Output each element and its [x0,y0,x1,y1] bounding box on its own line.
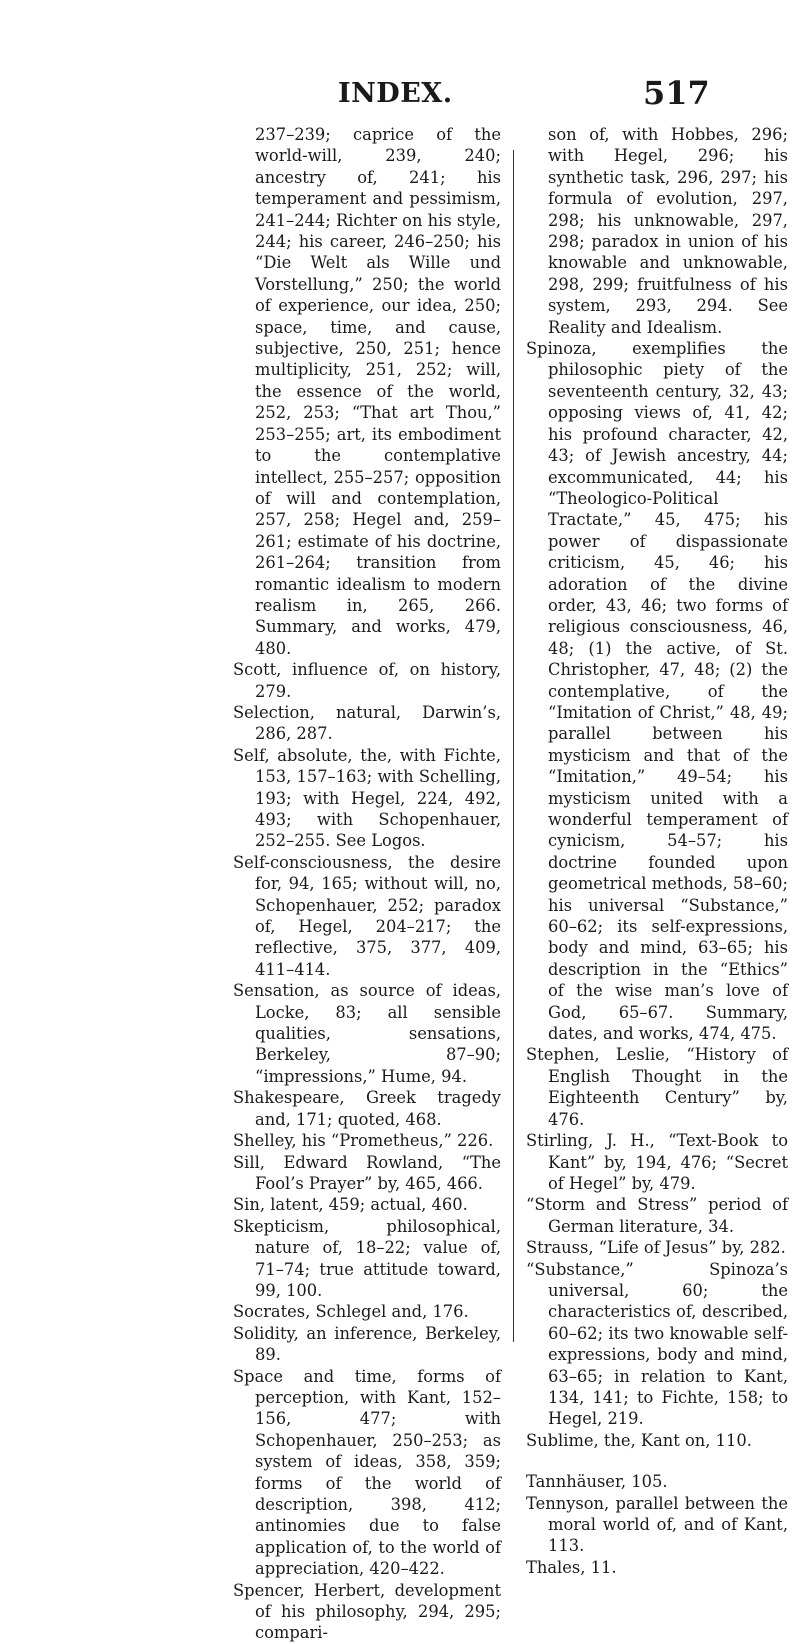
index-entry: Scott, influence of, on history, 279. [233,660,501,701]
page-number: 517 [643,74,710,112]
index-entry: Solidity, an inference, Berkeley, 89. [233,1323,501,1365]
index-entry: Sublime, the, Kant on, 110. [526,1430,752,1450]
index-entry: Skepticism, philosophical, nature of, 18–22; value of, 71–74; true attitude toward, 99, 100. [233,1216,501,1300]
index-entry: Tennyson, parallel between the moral world of, and of Kant, 113. [526,1493,788,1556]
index-entry: Spencer, Herbert, development of his philosophy, 294, 295; compari- [233,1580,501,1643]
index-entry-continuation: 237–239; caprice of the world-will, 239, 240; ancestry of, 241; his temperament and pessimism, 241–244; Richter on his style, 244; his career, 246–250; his “Die Welt als Wille und Vorstellung,” 250; the world of experience, our idea, 250; space, time, and cause, subjective, 250, 251; hence multiplicity, 251, 252; will, the essence of the world, 252, 253; “That art Thou,” 253–255; art, its embodiment to the contemplative intellect, 255–257; opposition of will and contemplation, 257, 258; Hegel and, 259–261; estimate of his doctrine, 261–264; transition from romantic idealism to modern realism in, 265, 266. Summary, and works, 479, 480. [255,125,501,658]
index-entry: “Substance,” Spinoza’s universal, 60; the characteristics of, described, 60–62; its two knowable self-expressions, body and mind, 63–65; in relation to Kant, 134, 141; to Fichte, 158; to Hegel, 219. [526,1259,788,1429]
index-entry: “Storm and Stress” period of German literature, 34. [526,1195,788,1236]
index-entry: Space and time, forms of perception, with Kant, 152–156, 477; with Schopenhauer, 250–253; as system of ideas, 358, 359; forms of the world of description, 398, 412; antinomies due to false application of, to the world of appreciation, 420–422. [233,1366,501,1579]
index-entry: Stirling, J. H., “Text-Book to Kant” by, 194, 476; “Secret of Hegel” by, 479. [526,1131,788,1193]
index-entry: Strauss, “Life of Jesus” by, 282. [526,1238,786,1258]
index-entry: Socrates, Schlegel and, 176. [233,1302,469,1322]
index-entry: Thales, 11. [526,1557,617,1577]
index-entry: Sill, Edward Rowland, “The Fool’s Prayer” by, 465, 466. [233,1152,501,1193]
index-entry: Stephen, Leslie, “History of English Thought in the Eighteenth Century” by, 476. [526,1045,788,1129]
index-entry-continuation: son of, with Hobbes, 296; with Hegel, 296; his synthetic task, 296, 297; his formula of evolution, 297, 298; his unknowable, 297, 298; paradox in union of his knowable and unknowable, 298, 299; fruitfulness of his system, 293, 294. See Reality and Idealism. [548,125,788,337]
index-entry: Shelley, his “Prometheus,” 226. [233,1131,494,1151]
index-entry: Shakespeare, Greek tragedy and, 171; quoted, 468. [233,1088,501,1129]
right-column [526,124,788,1578]
index-entry: Tannhäuser, 105. [526,1472,668,1492]
left-column [233,124,501,1644]
index-entry: Selection, natural, Darwin’s, 286, 287. [233,702,501,744]
index-entry: Sensation, as source of ideas, Locke, 83; all sensible qualities, sensations, Berkeley, 87–90; “impressions,” Hume, 94. [233,981,501,1086]
column-divider [513,150,514,1342]
running-head-title: INDEX. [338,78,453,109]
index-entry: Spinoza, exemplifies the philosophic piety of the seventeenth century, 32, 43; opposing views of, 41, 42; his profound character, 42, 43; of Jewish ancestry, 44; excommunicated, 44; his “Theologico-Political Tractate,” 45, 475; his power of dispassionate criticism, 45, 46; his adoration of the divine order, 43, 46; two forms of religious consciousness, 46, 48; (1) the active, of St. Christopher, 47, 48; (2) the contemplative, of the “Imitation of Christ,” 48, 49; parallel between his mysticism and that of the “Imitation,” 49–54; his mysticism united with a wonderful temperament of cynicism, 54–57; his doctrine founded upon geometrical methods, 58–60; his universal “Substance,” 60–62; its self-expressions, body and mind, 63–65; his description in the “Ethics” of the wise man’s love of God, 65–67. Summary, dates, and works, 474, 475. [526,339,788,1044]
index-entry: Self-consciousness, the desire for, 94, 165; without will, no, Schopenhauer, 252; paradox of, Hegel, 204–217; the reflective, 375, 377, 409, 411–414. [233,852,501,979]
index-entry: Self, absolute, the, with Fichte, 153, 157–163; with Schelling, 193; with Hegel, 224, 492, 493; with Schopenhauer, 252–255. See Logos. [233,745,501,851]
index-entry: Sin, latent, 459; actual, 460. [233,1195,468,1215]
